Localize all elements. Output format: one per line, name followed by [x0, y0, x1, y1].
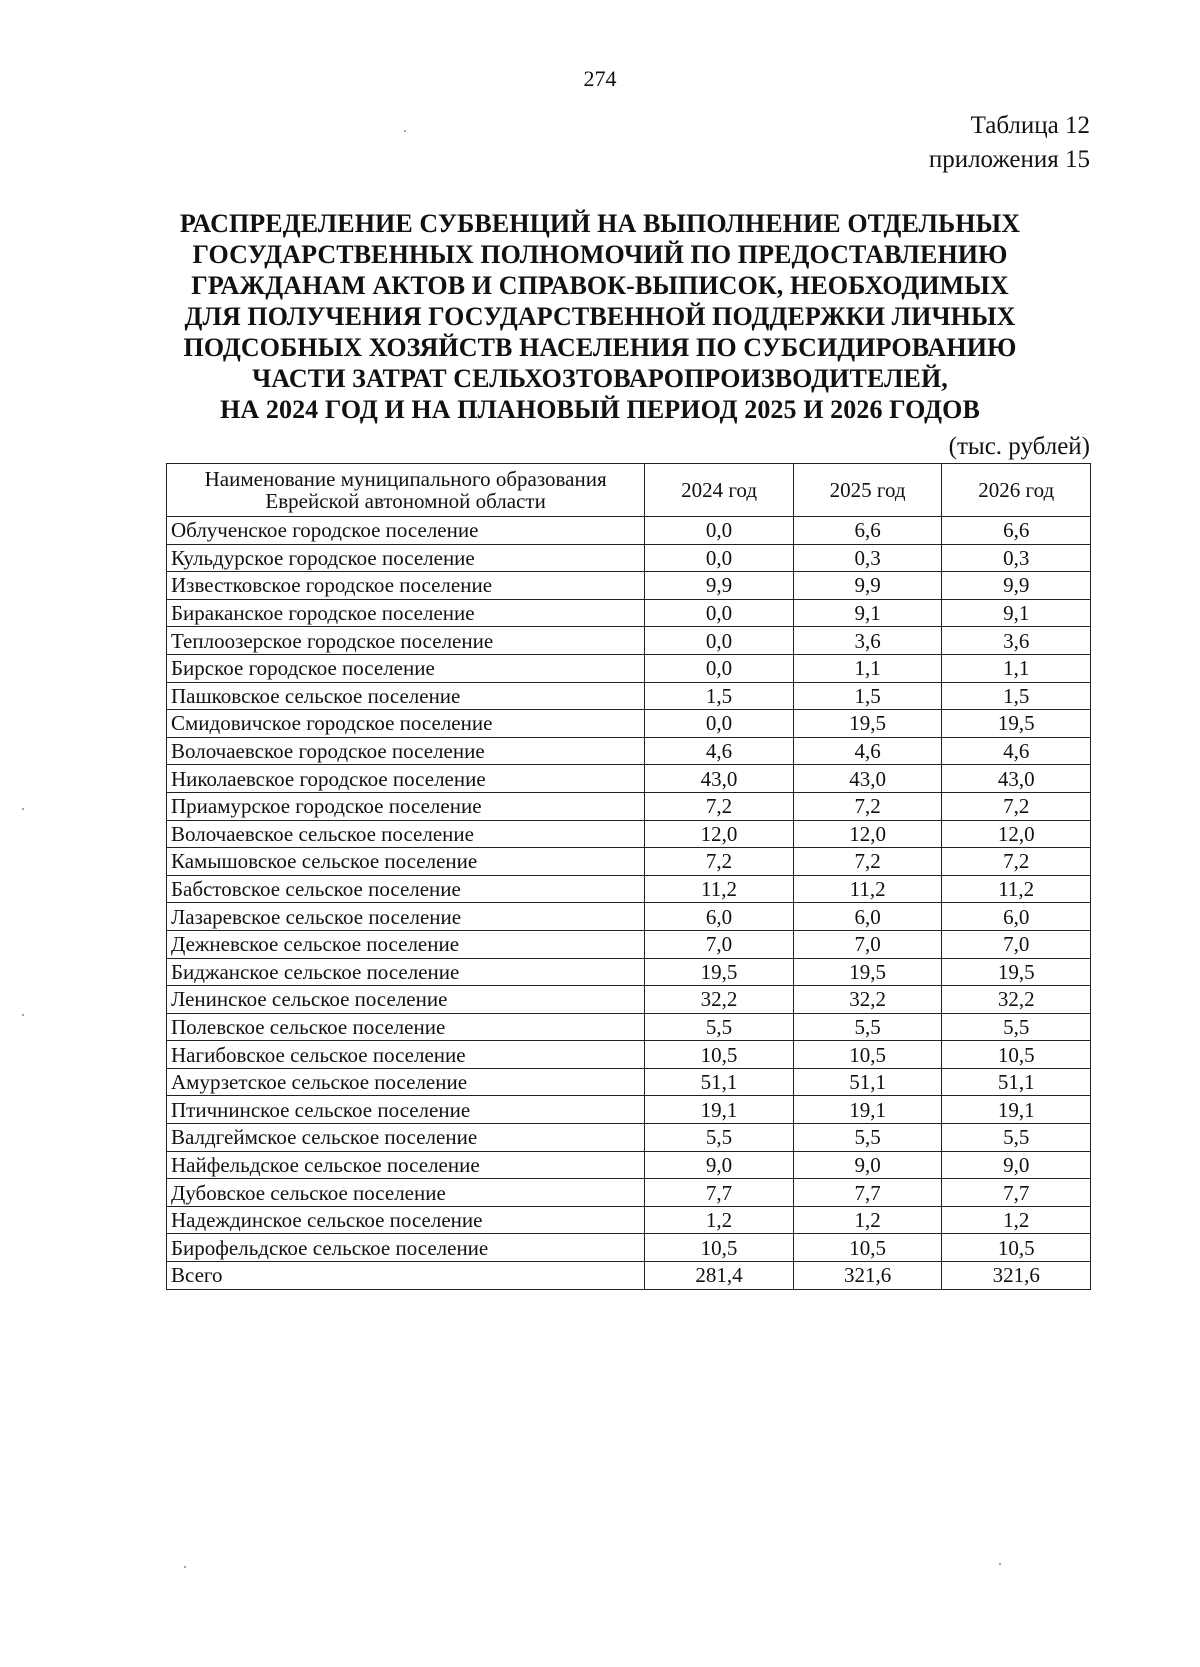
scan-speck: [184, 1566, 186, 1568]
title-line: ЧАСТИ ЗАТРАТ СЕЛЬХОЗТОВАРОПРОИЗВОДИТЕЛЕЙ,: [252, 364, 948, 393]
table-header-row: [167, 464, 1091, 517]
value-2024: 5,5: [645, 1013, 794, 1041]
value-2026: 9,1: [942, 599, 1091, 627]
value-2025: 10,5: [793, 1041, 942, 1069]
value-2024: 0,0: [645, 654, 794, 682]
municipality-name: Биджанское сельское поселение: [167, 958, 645, 986]
header-2025: 2025 год: [793, 464, 942, 517]
table-row: [167, 986, 1091, 1014]
value-2026: 1,2: [942, 1206, 1091, 1234]
value-2026: 5,5: [942, 1124, 1091, 1152]
scan-speck: [22, 808, 24, 810]
municipality-name: Нагибовское сельское поселение: [167, 1041, 645, 1069]
value-2025: 6,6: [793, 517, 942, 545]
total-row: [167, 1262, 1091, 1290]
municipality-name: Бабстовское сельское поселение: [167, 875, 645, 903]
table-row: [167, 599, 1091, 627]
municipality-name: Амурзетское сельское поселение: [167, 1068, 645, 1096]
scan-speck: [22, 1014, 24, 1016]
municipality-name: Кульдурское городское поселение: [167, 544, 645, 572]
value-2025: 1,5: [793, 682, 942, 710]
value-2024: 4,6: [645, 737, 794, 765]
scan-speck: [404, 130, 406, 132]
value-2024: 1,5: [645, 682, 794, 710]
value-2024: 7,2: [645, 848, 794, 876]
value-2024: 32,2: [645, 986, 794, 1014]
value-2024: 1,2: [645, 1206, 794, 1234]
value-2025: 5,5: [793, 1013, 942, 1041]
value-2024: 11,2: [645, 875, 794, 903]
value-2026: 19,5: [942, 958, 1091, 986]
value-2025: 7,2: [793, 848, 942, 876]
municipality-name: Бираканское городское поселение: [167, 599, 645, 627]
table-reference-line-1: Таблица 12: [970, 112, 1090, 139]
table-row: [167, 1096, 1091, 1124]
value-2026: 1,1: [942, 654, 1091, 682]
table-body: [167, 517, 1091, 1290]
value-2024: 19,5: [645, 958, 794, 986]
value-2024: 0,0: [645, 627, 794, 655]
municipality-name: Бирофельдское сельское поселение: [167, 1234, 645, 1262]
table-row: [167, 1013, 1091, 1041]
value-2024: 12,0: [645, 820, 794, 848]
total-label: Всего: [167, 1262, 645, 1290]
value-2026: 1,5: [942, 682, 1091, 710]
value-2024: 10,5: [645, 1041, 794, 1069]
value-2026: 12,0: [942, 820, 1091, 848]
value-2026: 6,6: [942, 517, 1091, 545]
value-2026: 0,3: [942, 544, 1091, 572]
municipality-name: Волочаевское сельское поселение: [167, 820, 645, 848]
value-2026: 9,9: [942, 572, 1091, 600]
value-2024: 43,0: [645, 765, 794, 793]
value-2025: 1,1: [793, 654, 942, 682]
table-row: [167, 544, 1091, 572]
value-2025: 9,0: [793, 1151, 942, 1179]
table-row: [167, 848, 1091, 876]
value-2025: 10,5: [793, 1234, 942, 1262]
value-2025: 43,0: [793, 765, 942, 793]
table-row: [167, 1041, 1091, 1069]
header-municipality-line-2: Еврейской автономной области: [265, 489, 546, 513]
value-2024: 51,1: [645, 1068, 794, 1096]
table-row: [167, 517, 1091, 545]
municipality-name: Полевское сельское поселение: [167, 1013, 645, 1041]
municipality-name: Птичнинское сельское поселение: [167, 1096, 645, 1124]
header-2026: 2026 год: [942, 464, 1091, 517]
value-2025: 19,1: [793, 1096, 942, 1124]
table-row: [167, 627, 1091, 655]
table-row: [167, 875, 1091, 903]
value-2026: 9,0: [942, 1151, 1091, 1179]
municipality-name: Приамурское городское поселение: [167, 792, 645, 820]
municipality-name: Известковское городское поселение: [167, 572, 645, 600]
total-2024: 281,4: [645, 1262, 794, 1290]
value-2024: 9,9: [645, 572, 794, 600]
value-2025: 1,2: [793, 1206, 942, 1234]
table-row: [167, 1206, 1091, 1234]
municipality-name: Дежневское сельское поселение: [167, 930, 645, 958]
total-2026: 321,6: [942, 1262, 1091, 1290]
title-line: ГРАЖДАНАМ АКТОВ И СПРАВОК-ВЫПИСОК, НЕОБХОДИМЫХ: [191, 271, 1009, 300]
value-2024: 19,1: [645, 1096, 794, 1124]
value-2026: 4,6: [942, 737, 1091, 765]
table-row: [167, 1124, 1091, 1152]
value-2026: 7,2: [942, 792, 1091, 820]
header-municipality: [167, 464, 645, 517]
title-line: ПОДСОБНЫХ ХОЗЯЙСТВ НАСЕЛЕНИЯ ПО СУБСИДИРОВАНИЮ: [183, 333, 1017, 362]
value-2025: 5,5: [793, 1124, 942, 1152]
scan-speck: [999, 1563, 1001, 1565]
municipality-name: Пашковское сельское поселение: [167, 682, 645, 710]
municipality-name: Лазаревское сельское поселение: [167, 903, 645, 931]
value-2026: 3,6: [942, 627, 1091, 655]
value-2025: 7,7: [793, 1179, 942, 1207]
value-2024: 5,5: [645, 1124, 794, 1152]
value-2024: 0,0: [645, 544, 794, 572]
page-number: 274: [583, 66, 617, 91]
table-row: [167, 572, 1091, 600]
value-2026: 5,5: [942, 1013, 1091, 1041]
value-2025: 11,2: [793, 875, 942, 903]
table-row: [167, 1151, 1091, 1179]
value-2025: 51,1: [793, 1068, 942, 1096]
value-2025: 7,0: [793, 930, 942, 958]
value-2025: 19,5: [793, 958, 942, 986]
value-2025: 32,2: [793, 986, 942, 1014]
value-2026: 32,2: [942, 986, 1091, 1014]
title-line: НА 2024 ГОД И НА ПЛАНОВЫЙ ПЕРИОД 2025 И 2026 ГОДОВ: [220, 395, 980, 424]
value-2025: 19,5: [793, 710, 942, 738]
subvention-table: [166, 463, 1091, 1290]
header-2024: 2024 год: [645, 464, 794, 517]
title-line: ГОСУДАРСТВЕННЫХ ПОЛНОМОЧИЙ ПО ПРЕДОСТАВЛЕНИЮ: [192, 240, 1008, 269]
document-title: [150, 208, 1050, 425]
value-2026: 11,2: [942, 875, 1091, 903]
municipality-name: Теплоозерское городское поселение: [167, 627, 645, 655]
municipality-name: Волочаевское городское поселение: [167, 737, 645, 765]
table-row: [167, 958, 1091, 986]
municipality-name: Дубовское сельское поселение: [167, 1179, 645, 1207]
value-2025: 7,2: [793, 792, 942, 820]
table-row: [167, 654, 1091, 682]
value-2026: 51,1: [942, 1068, 1091, 1096]
value-2025: 12,0: [793, 820, 942, 848]
table-row: [167, 737, 1091, 765]
value-2025: 0,3: [793, 544, 942, 572]
table-row: [167, 710, 1091, 738]
value-2024: 7,7: [645, 1179, 794, 1207]
table-row: [167, 1234, 1091, 1262]
value-2026: 10,5: [942, 1234, 1091, 1262]
title-line: ДЛЯ ПОЛУЧЕНИЯ ГОСУДАРСТВЕННОЙ ПОДДЕРЖКИ ЛИЧНЫХ: [184, 302, 1016, 331]
municipality-name: Надеждинское сельское поселение: [167, 1206, 645, 1234]
value-2026: 10,5: [942, 1041, 1091, 1069]
municipality-name: Облученское городское поселение: [167, 517, 645, 545]
table-row: [167, 1068, 1091, 1096]
table-row: [167, 792, 1091, 820]
value-2025: 3,6: [793, 627, 942, 655]
value-2026: 6,0: [942, 903, 1091, 931]
table-row: [167, 903, 1091, 931]
value-2025: 9,1: [793, 599, 942, 627]
value-2026: 19,5: [942, 710, 1091, 738]
value-2024: 0,0: [645, 599, 794, 627]
title-line: РАСПРЕДЕЛЕНИЕ СУБВЕНЦИЙ НА ВЫПОЛНЕНИЕ ОТДЕЛЬНЫХ: [179, 209, 1021, 238]
value-2025: 6,0: [793, 903, 942, 931]
municipality-name: Валдгеймское сельское поселение: [167, 1124, 645, 1152]
table-reference-line-2: приложения 15: [928, 146, 1090, 173]
municipality-name: Найфельдское сельское поселение: [167, 1151, 645, 1179]
value-2024: 0,0: [645, 517, 794, 545]
value-2024: 9,0: [645, 1151, 794, 1179]
units-label: (тыс. рублей): [948, 433, 1090, 460]
table-row: [167, 930, 1091, 958]
value-2024: 10,5: [645, 1234, 794, 1262]
value-2024: 0,0: [645, 710, 794, 738]
value-2025: 4,6: [793, 737, 942, 765]
municipality-name: Николаевское городское поселение: [167, 765, 645, 793]
value-2026: 19,1: [942, 1096, 1091, 1124]
table-row: [167, 1179, 1091, 1207]
value-2024: 7,2: [645, 792, 794, 820]
value-2024: 7,0: [645, 930, 794, 958]
municipality-name: Ленинское сельское поселение: [167, 986, 645, 1014]
value-2026: 7,2: [942, 848, 1091, 876]
value-2025: 9,9: [793, 572, 942, 600]
header-municipality-line-1: Наименование муниципального образования: [204, 467, 607, 491]
table-row: [167, 820, 1091, 848]
total-2025: 321,6: [793, 1262, 942, 1290]
value-2026: 43,0: [942, 765, 1091, 793]
table-row: [167, 682, 1091, 710]
value-2024: 6,0: [645, 903, 794, 931]
municipality-name: Бирское городское поселение: [167, 654, 645, 682]
value-2026: 7,7: [942, 1179, 1091, 1207]
table-row: [167, 765, 1091, 793]
municipality-name: Камышовское сельское поселение: [167, 848, 645, 876]
value-2026: 7,0: [942, 930, 1091, 958]
municipality-name: Смидовичское городское поселение: [167, 710, 645, 738]
